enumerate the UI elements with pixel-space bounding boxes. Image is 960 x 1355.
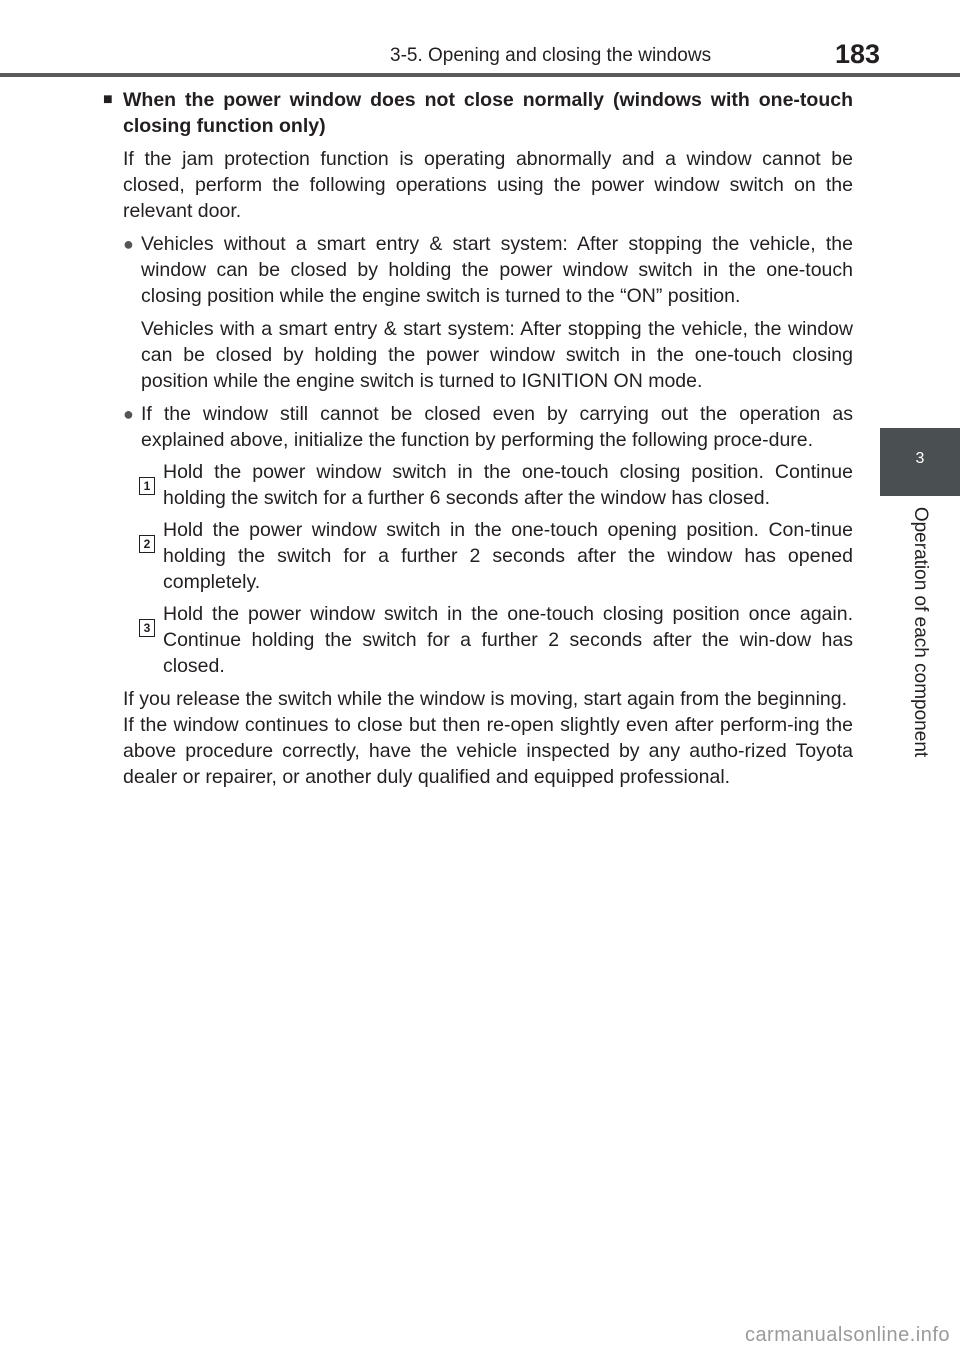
closing-paragraph xyxy=(123,686,853,790)
watermark-link[interactable]: carmanualsonline.info xyxy=(744,1324,950,1346)
header-divider xyxy=(0,73,960,77)
section-title: 3-5. Opening and closing the windows xyxy=(390,45,712,66)
square-bullet-icon: ■ xyxy=(103,91,113,108)
chapter-number: 3 xyxy=(915,450,925,467)
closing-line-2: If the window continues to close but then re-open slightly even after perform-ing the above procedure correctly, have the vehicle inspected by any autho-rized Toyota dealer or repairer, or another duly qualified and equipped professional. xyxy=(123,714,853,788)
bullet-item xyxy=(123,401,853,453)
bullet-text: If the window still cannot be closed even by carrying out the operation as explained above, initialize the function by performing the following proce-dure. xyxy=(141,403,853,451)
bullet-text: Vehicles without a smart entry & start system: After stopping the vehicle, the window can be closed by holding the power window switch in the one-touch closing position while the engine switch is turned to the “ON” position. xyxy=(141,233,853,307)
chapter-title: Operation of each component xyxy=(910,506,931,758)
section-heading xyxy=(103,87,853,139)
heading-text: When the power window does not close normally (windows with one-touch closing function only) xyxy=(123,89,853,137)
page-number: 183 xyxy=(835,39,881,69)
bullet-subparagraph: Vehicles with a smart entry & start system: After stopping the vehicle, the window can be closed by holding the power window switch in the one-touch closing position while the engine switch is turned to IGNITION ON mode. xyxy=(141,318,853,392)
intro-paragraph: If the jam protection function is operating abnormally and a window cannot be closed, perform the following operations using the power window switch on the relevant door. xyxy=(123,148,853,222)
step-item xyxy=(139,601,853,679)
step-number-box: 2 xyxy=(139,535,155,553)
step-text: Hold the power window switch in the one-touch closing position. Continue holding the switch for a further 6 seconds after the window has closed. xyxy=(163,461,853,509)
step-item xyxy=(139,459,853,511)
step-number-box: 3 xyxy=(139,619,155,637)
closing-line-1: If you release the switch while the window is moving, start again from the beginning. xyxy=(123,688,848,710)
step-text: Hold the power window switch in the one-touch opening position. Con-tinue holding the switch for a further 2 seconds after the window has opened completely. xyxy=(163,519,853,593)
circle-bullet-icon: ● xyxy=(123,234,134,254)
page-header xyxy=(0,0,960,80)
step-item xyxy=(139,517,853,595)
step-text: Hold the power window switch in the one-touch closing position once again. Continue holding the switch for a further 2 seconds after the win-dow has closed. xyxy=(163,603,853,677)
page-content xyxy=(103,87,853,790)
circle-bullet-icon: ● xyxy=(123,404,134,424)
bullet-item xyxy=(123,231,853,309)
chapter-tab xyxy=(880,428,960,496)
step-number-box: 1 xyxy=(139,477,155,495)
